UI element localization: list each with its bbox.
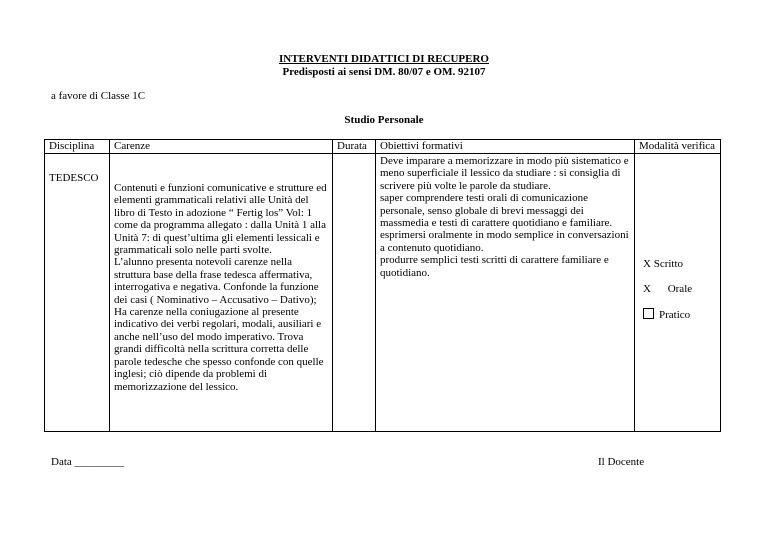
cell-modalita	[635, 154, 721, 432]
carenze-line: inglesi; ciò dipende da problemi di	[114, 368, 268, 381]
teacher-signature-label: Il Docente	[598, 456, 645, 468]
scritto-option	[639, 258, 716, 283]
header-disciplina: Disciplina	[45, 140, 110, 154]
carenze-line: struttura base della frase tedesca affermativa,	[114, 268, 313, 281]
header-carenze: Carenze	[110, 140, 333, 154]
orale-check-mark: X	[643, 283, 651, 295]
obiettivi-line: Deve imparare a memorizzare in modo più sistematico e	[380, 155, 629, 167]
pratico-option	[639, 308, 716, 333]
carenze-line: grandi difficoltà nella scrittura corretta delle	[114, 343, 309, 356]
obiettivi-line: quotidiano.	[380, 266, 430, 279]
obiettivi-line: produrre semplici testi scritti di carattere familiare e	[380, 254, 609, 267]
carenze-line: Ha carenze nella coniugazione al presente	[114, 306, 299, 319]
orale-option	[639, 283, 716, 308]
carenze-line: Unità 7: di quest’ultima gli elementi lessicali e	[114, 231, 320, 244]
carenze-line: libro di Testo in adozione “ Fertig los” Vol: 1	[114, 206, 313, 219]
carenze-line: anche nell’uso del modo imperativo. Trova	[114, 330, 304, 343]
scritto-check-mark: X	[643, 258, 651, 270]
cell-carenze	[110, 154, 333, 432]
carenze-line: parole tedesche che spesso confonde con quelle	[114, 355, 324, 368]
carenze-line: elementi grammaticali relativi alle Unità del	[114, 194, 309, 207]
obiettivi-line: meno superficiale il lessico da studiare : si consiglia di	[380, 167, 621, 180]
carenze-line: indicativo dei verbi regolari, modali, ausiliari e	[114, 318, 322, 331]
obiettivi-line: esprimersi oralmente in modo semplice in conversazioni	[380, 229, 629, 242]
carenze-line: L’alunno presenta notevoli carenze nella	[114, 256, 292, 269]
empty-checkbox-icon	[643, 308, 654, 319]
carenze-line: interrogativa e negativa. Confonde la funzione	[114, 281, 319, 294]
header-modalita: Modalità verifica	[635, 140, 721, 154]
carenze-line: dei casi ( Nominativo – Accusativo – Dativo);	[114, 293, 317, 306]
obiettivi-line: a contenuto quotidiano.	[380, 241, 484, 254]
recipient-line: a favore di Classe 1C	[51, 90, 146, 102]
cell-obiettivi	[376, 154, 635, 432]
obiettivi-line: scrivere più volte le parole da studiare.	[380, 179, 551, 192]
date-field: Data _________	[51, 456, 125, 468]
cell-disciplina: TEDESCO	[45, 154, 110, 432]
table-header-row	[45, 140, 721, 154]
obiettivi-line: massmedia e testi di carattere quotidiano e familiare.	[380, 217, 613, 230]
table-row	[45, 154, 721, 432]
pratico-label: Pratico	[659, 309, 691, 321]
document-subtitle: Predisposti ai sensi DM. 80/07 e OM. 92107	[282, 66, 486, 78]
carenze-line: Contenuti e funzioni comunicative e strutture ed	[114, 182, 327, 194]
section-title: Studio Personale	[344, 114, 424, 126]
scritto-label: Scritto	[653, 258, 684, 270]
carenze-line: come da programma allegato : dalla Unità 1 alla	[114, 219, 326, 232]
header-durata: Durata	[333, 140, 376, 154]
obiettivi-line: saper comprendere testi orali di comunicazione	[380, 192, 588, 205]
carenze-line: grammaticali solo nelle parti svolte.	[114, 244, 272, 257]
obiettivi-line: personale, senso globale di brevi messaggi dei	[380, 204, 584, 217]
cell-durata	[333, 154, 376, 432]
recovery-table	[44, 139, 721, 432]
document-title: INTERVENTI DIDATTICI DI RECUPERO	[279, 53, 489, 65]
header-obiettivi: Obiettivi formativi	[376, 140, 635, 154]
carenze-line: memorizzazione del lessico.	[114, 380, 239, 393]
orale-label: Orale	[667, 283, 693, 295]
